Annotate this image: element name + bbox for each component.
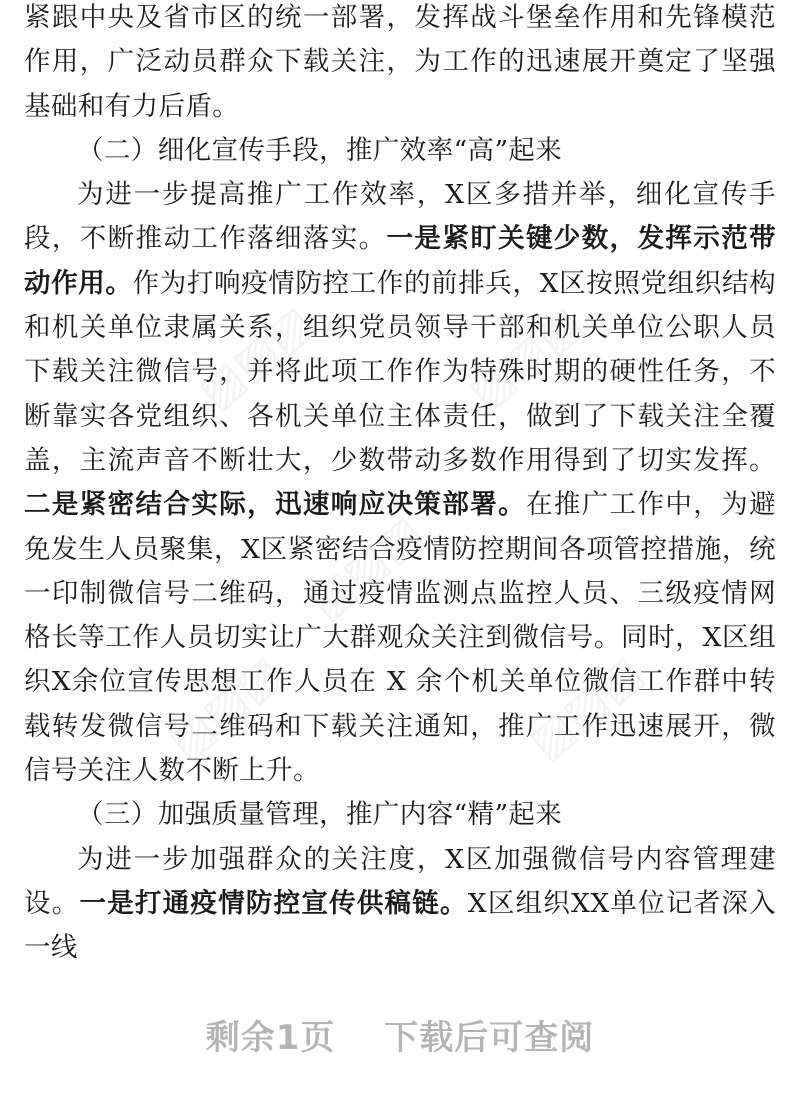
paragraph-section-3 xyxy=(24,838,776,971)
paragraph-intro: 为进一步加强群众的关注度，X区加强微信号内容管理建设。 xyxy=(24,843,776,919)
download-prompt-banner[interactable] xyxy=(0,1010,800,1059)
watermark-icon: ▨▨▨ xyxy=(517,644,653,770)
bold-point-2: 二是紧密结合实际，迅速响应决策部署。 xyxy=(24,489,526,521)
paragraph-text: X区组织XX单位记者深入一线 xyxy=(24,887,776,964)
section-heading-2: （二）细化宣传手段，推广效率“高”起来 xyxy=(77,134,563,166)
paragraph-intro: 为进一步提高推广工作效率，X区多措并举，细化宣传手段，不断推动工作落细落实。 xyxy=(24,179,776,255)
section-heading-3: （三）加强质量管理，推广内容“精”起来 xyxy=(77,799,563,831)
watermark-icon: ▨▨▨ xyxy=(297,504,433,630)
bold-point-3: 一是打通疫情防控宣传供稿链。 xyxy=(79,887,468,919)
bold-point-1: 一是紧盯关键少数，发挥示范带动作用。 xyxy=(24,223,776,299)
paragraph-text: 作为打响疫情防控工作的前排兵，X区按照党组织结构和机关单位隶属关系，组织党员领导干部和机关单位公职人员下载关注微信号，并将此项工作作为特殊时期的硬性任务，不断靠实各党组织、各机关单位主体责任，做到了下载关注全覆盖，主流声音不断壮大，少数带动多数作用得到了切实发挥。 xyxy=(24,267,776,476)
watermark-icon: ▨▨▨ xyxy=(457,294,593,420)
paragraph-section-2 xyxy=(24,173,776,793)
watermark-icon: ▨▨▨ xyxy=(157,644,293,770)
paragraph-continued xyxy=(24,0,776,129)
watermark-icon: ▨▨▨ xyxy=(187,294,323,420)
download-to-view-label[interactable]: 下载后可查阅 xyxy=(384,1018,595,1058)
remaining-pages-label: 剩余1页 xyxy=(205,1018,336,1058)
paragraph-text: 在推广工作中，为避免发生人员聚集，X区紧密结合疫情防控期间各项管控措施，统一印制微信号二维码，通过疫情监测点监控人员、三级疫情网格长等工作人员切实让广大群观众关注到微信号。同时，X区组织X余位宣传思想工作人员在 X 余个机关单位微信工作群中转载转发微信号二维码和下载关注通知，推广工作迅速展开，微信号关注人数不断上升。 xyxy=(24,489,776,787)
document-body xyxy=(24,0,776,971)
paragraph-text: 紧跟中央及省市区的统一部署，发挥战斗堡垒作用和先锋模范作用，广泛动员群众下载关注，为工作的迅速展开奠定了坚强基础和有力后盾。 xyxy=(24,2,776,122)
